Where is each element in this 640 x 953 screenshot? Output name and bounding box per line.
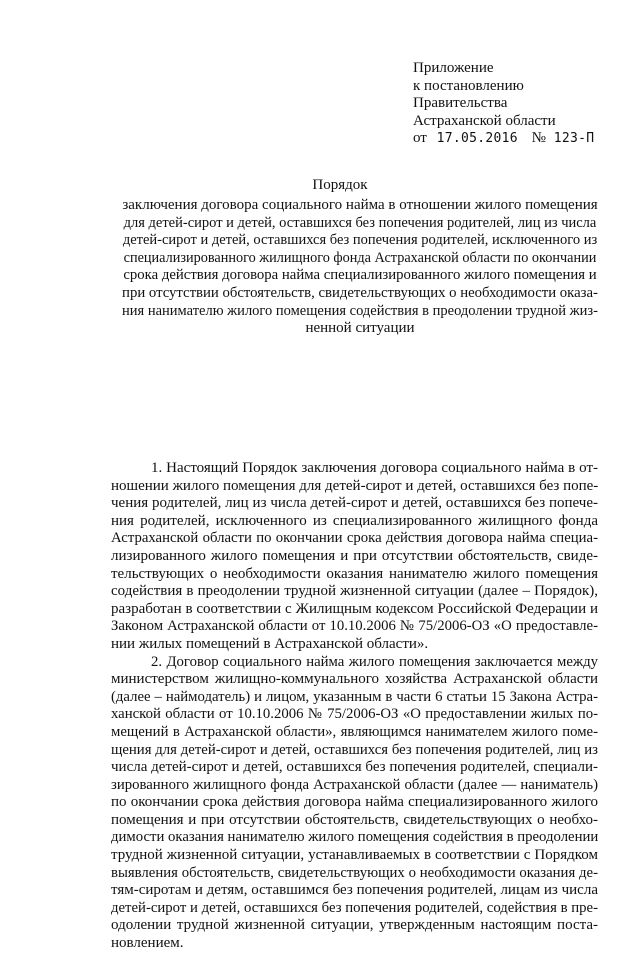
- paragraph-line: 2. Договор социального найма жилого помещения заключается между: [151, 653, 598, 670]
- paragraph-line: мещений в Астраханской области», являющимся нанимателем жилого поме-: [111, 723, 598, 740]
- paragraph-line: нии жилых помещений в Астраханской области».: [111, 635, 429, 652]
- paragraph-line: министерством жилищно-коммунального хозяйства Астраханской области: [111, 671, 598, 688]
- subtitle-line: ния нанимателю жилого помещения содействия в преодолении трудной жиз-: [122, 302, 598, 319]
- paragraph-line: щения для детей-сирот и детей, оставшихся без попечения родителей, лиц из: [111, 741, 598, 758]
- paragraph-line: чения родителей, лиц из числа детей-сирот и детей, оставшихся без попече-: [111, 495, 598, 512]
- subtitle-line: специализированного жилищного фонда Астраханской области по окончании: [123, 249, 597, 266]
- appendix-date-line: [413, 130, 633, 148]
- appendix-line-1: Приложение: [413, 60, 494, 76]
- subtitle-line: ненной ситуации: [305, 320, 415, 337]
- document-body: [111, 460, 598, 953]
- paragraph-line: одолении трудной жизненной ситуации, утвержденным настоящим поста-: [111, 917, 598, 934]
- subtitle-line: заключения договора социального найма в отношении жилого помещения: [122, 197, 598, 213]
- number-sign: №: [531, 130, 546, 147]
- paragraph-line: выявления обстоятельств, свидетельствующих о необходимости оказания де-: [111, 864, 598, 881]
- paragraph-line: тям-сиротам и детям, оставшимся без попечения родителей, лицам из числа: [111, 882, 598, 899]
- paragraph-line: 1. Настоящий Порядок заключения договора социального найма в от-: [151, 460, 598, 476]
- document-title: Порядок: [312, 177, 368, 193]
- paragraph-line: лизированного жилого помещения и при отсутствии обстоятельств, свиде-: [111, 547, 598, 564]
- subtitle-line: детей-сирот и детей, оставшихся без попечения родителей, исключенного из: [122, 232, 598, 249]
- appendix-line-3: Правительства: [413, 95, 508, 112]
- decree-date: 17.05.2016: [436, 131, 518, 147]
- appendix-line-4: Астраханской области: [413, 112, 556, 129]
- paragraph-line: ния родителей, исключенного из специализированного жилищного фонда: [111, 512, 598, 529]
- subtitle-line: при отсутствии обстоятельств, свидетельствующих о необходимости оказа-: [122, 284, 598, 301]
- subtitle-line: срока действия договора найма специализированного жилого помещения и: [123, 267, 597, 284]
- paragraph-line: числа детей-сирот и детей, оставшихся без попечения родителей, специали-: [111, 759, 598, 776]
- paragraph-line: ханской области от 10.10.2006 № 75/2006-ОЗ «О предоставлении жилых по-: [111, 706, 598, 723]
- paragraph-line: (далее – наймодатель) и лицом, указанным в части 6 статьи 15 Закона Астра-: [111, 688, 598, 705]
- appendix-line-2: к постановлению: [413, 77, 524, 94]
- paragraph-line: димости оказания нанимателю жилого помещения содействия в преодолении: [111, 829, 599, 846]
- decree-number: 123-П: [553, 131, 595, 147]
- paragraph-line: тельствующих о необходимости оказания нанимателю жилого помещения: [111, 565, 598, 582]
- paragraph-line: содействия в преодолении трудной жизненной ситуации (далее – Порядок),: [111, 583, 598, 600]
- paragraph-line: Законом Астраханской области от 10.10.2006 № 75/2006-ОЗ «О предоставле-: [111, 618, 598, 635]
- paragraph-line: детей-сирот и детей, оставшихся без попечения родителей, содействия в пре-: [111, 899, 598, 916]
- paragraph-line: по окончании срока действия договора найма специализированного жилого: [111, 794, 598, 811]
- document-subtitle: [120, 197, 600, 338]
- date-prefix: от: [413, 130, 427, 147]
- paragraph-line: трудной жизненной ситуации, устанавливаемых в соответствии с Порядком: [111, 847, 598, 864]
- paragraph-line: зированного жилищного фонда Астраханской области (далее — наниматель): [111, 776, 598, 793]
- appendix-block: [413, 60, 633, 148]
- paragraph-line: новлением.: [111, 935, 184, 952]
- paragraph-line: помещения и при отсутствии обстоятельств, свидетельствующих о необхо-: [111, 811, 598, 828]
- paragraph-1: [111, 460, 598, 654]
- paragraph-2: [111, 654, 598, 953]
- paragraph-line: ношении жилого помещения для детей-сирот и детей, оставшихся без попе-: [111, 477, 599, 494]
- paragraph-line: Астраханской области по окончании срока действия договора найма специа-: [111, 530, 598, 547]
- subtitle-line: для детей-сирот и детей, оставшихся без попечения родителей, лиц из числа: [123, 214, 597, 231]
- paragraph-line: разработан в соответствии с Жилищным кодексом Российской Федерации и: [111, 600, 598, 617]
